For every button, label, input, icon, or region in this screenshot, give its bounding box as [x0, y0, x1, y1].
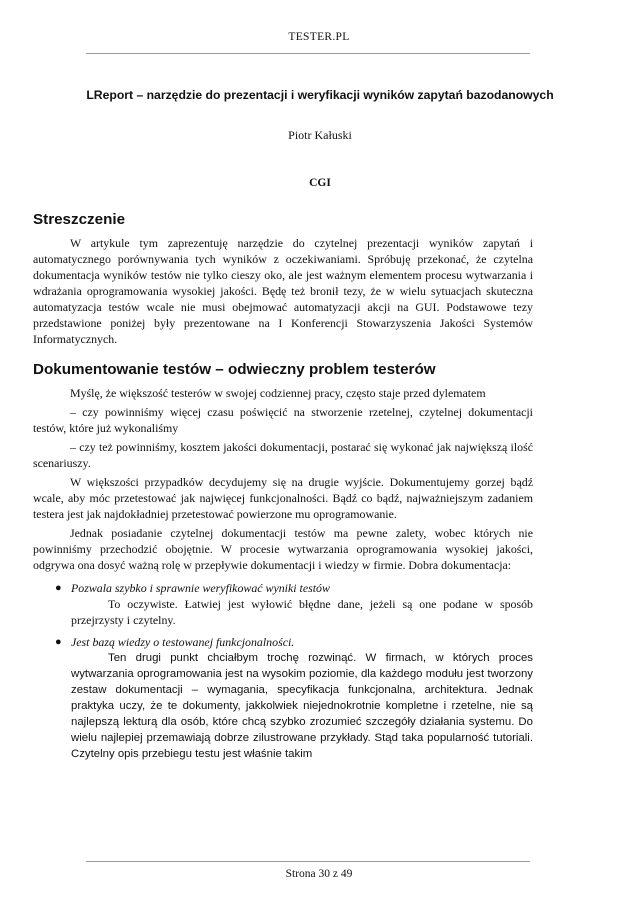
page-number: Strona 30 z 49: [285, 868, 353, 880]
list-item-desc: To oczywiste. Łatwiej jest wyłowić błędne dane, jeżeli są one podane w sposób przejrzysty i czytelny.: [71, 597, 533, 627]
bullet-icon: ●: [55, 582, 62, 594]
list-item: [33, 634, 533, 762]
article-title: LReport – narzędzie do prezentacji i weryfikacji wyników zapytań bazodanowych: [86, 88, 554, 102]
article-body: [33, 210, 533, 768]
body-paragraph: – czy powinniśmy więcej czasu poświęcić na stworzenie rzetelnej, czytelnej dokumentacji testów, które już wykonaliśmy: [33, 405, 533, 435]
list-item-lead: Jest bazą wiedzy o testowanej funkcjonalności.: [71, 635, 295, 649]
header-rule: [86, 53, 530, 54]
section-heading-abstract: Streszczenie: [33, 211, 126, 228]
running-header: TESTER.PL: [288, 31, 350, 43]
body-paragraph: Myślę, że większość testerów w swojej codziennej pracy, często staje przed dylematem: [70, 386, 486, 400]
section-heading-documentation: Dokumentowanie testów – odwieczny problem testerów: [33, 361, 436, 378]
author-company: CGI: [309, 177, 331, 189]
footer-rule: [86, 861, 530, 862]
bullet-list: [33, 580, 533, 762]
body-paragraph: – czy też powinniśmy, kosztem jakości dokumentacji, postarać się wykonać jak największą ilość scenariuszy.: [33, 440, 533, 470]
list-item: [33, 580, 533, 628]
body-paragraph: W większości przypadków decydujemy się na drugie wyjście. Dokumentujemy gorzej bądź wcale, aby móc przetestować jak najwięcej funkcjonalności. Bądź co bądź, najważniejszym zadaniem testera jest jak najdokładniej przetestować powierzone mu oprogramowanie.: [33, 475, 533, 521]
list-item-desc: Ten drugi punkt chciałbym trochę rozwinąć. W firmach, w których proces wytwarzania oprogramowania jest na wysokim poziomie, dla każdego modułu jest tworzony zestaw dokumentacji – wymagania, specyfikacja funkcjonalna, architektura. Jednak praktyka uczy, że te dokumenty, jakkolwiek niejednokrotnie kompletne i rzetelne, nie są najlepszą lekturą dla osób, które chcą szybko zrozumieć szczegóły działania systemu. Do wielu najlepiej przemawiają dobrze zilustrowane przykłady. Stąd taka popularność tutoriali. Czytelny opis przebiegu testu jest właśnie takim: [71, 652, 533, 760]
article-author: Piotr Kałuski: [288, 128, 352, 142]
abstract-paragraph: W artykule tym zaprezentuję narzędzie do czytelnej prezentacji wyników zapytań i automatycznego porównywania tych wyników z oczekiwaniami. Spróbuję przekonać, że czytelna dokumentacja wyników testów nie tylko cieszy oko, ale jest ważnym elementem procesu wytwarzania i wdrażania oprogramowania wysokiej jakości. Będę też bronił tezy, że w wielu sytuacjach skuteczna automatyzacja testów wcale nie musi obejmować automatyzacji akcji na GUI. Podstawowe tezy przedstawione poniżej były prezentowane na I Konferencji Stowarzyszenia Jakości Systemów Informatycznych.: [33, 236, 533, 346]
bullet-icon: ●: [55, 636, 62, 648]
list-item-lead: Pozwala szybko i sprawnie weryfikować wyniki testów: [71, 581, 330, 595]
body-paragraph: Jednak posiadanie czytelnej dokumentacji testów ma pewne zalety, wobec których nie powinniśmy przechodzić obojętnie. W procesie wytwarzania oprogramowania wysokiej jakości, odgrywa ona dosyć ważną rolę w przepływie dokumentacji i wiedzy w firmie. Dobra dokumentacja:: [33, 526, 533, 572]
